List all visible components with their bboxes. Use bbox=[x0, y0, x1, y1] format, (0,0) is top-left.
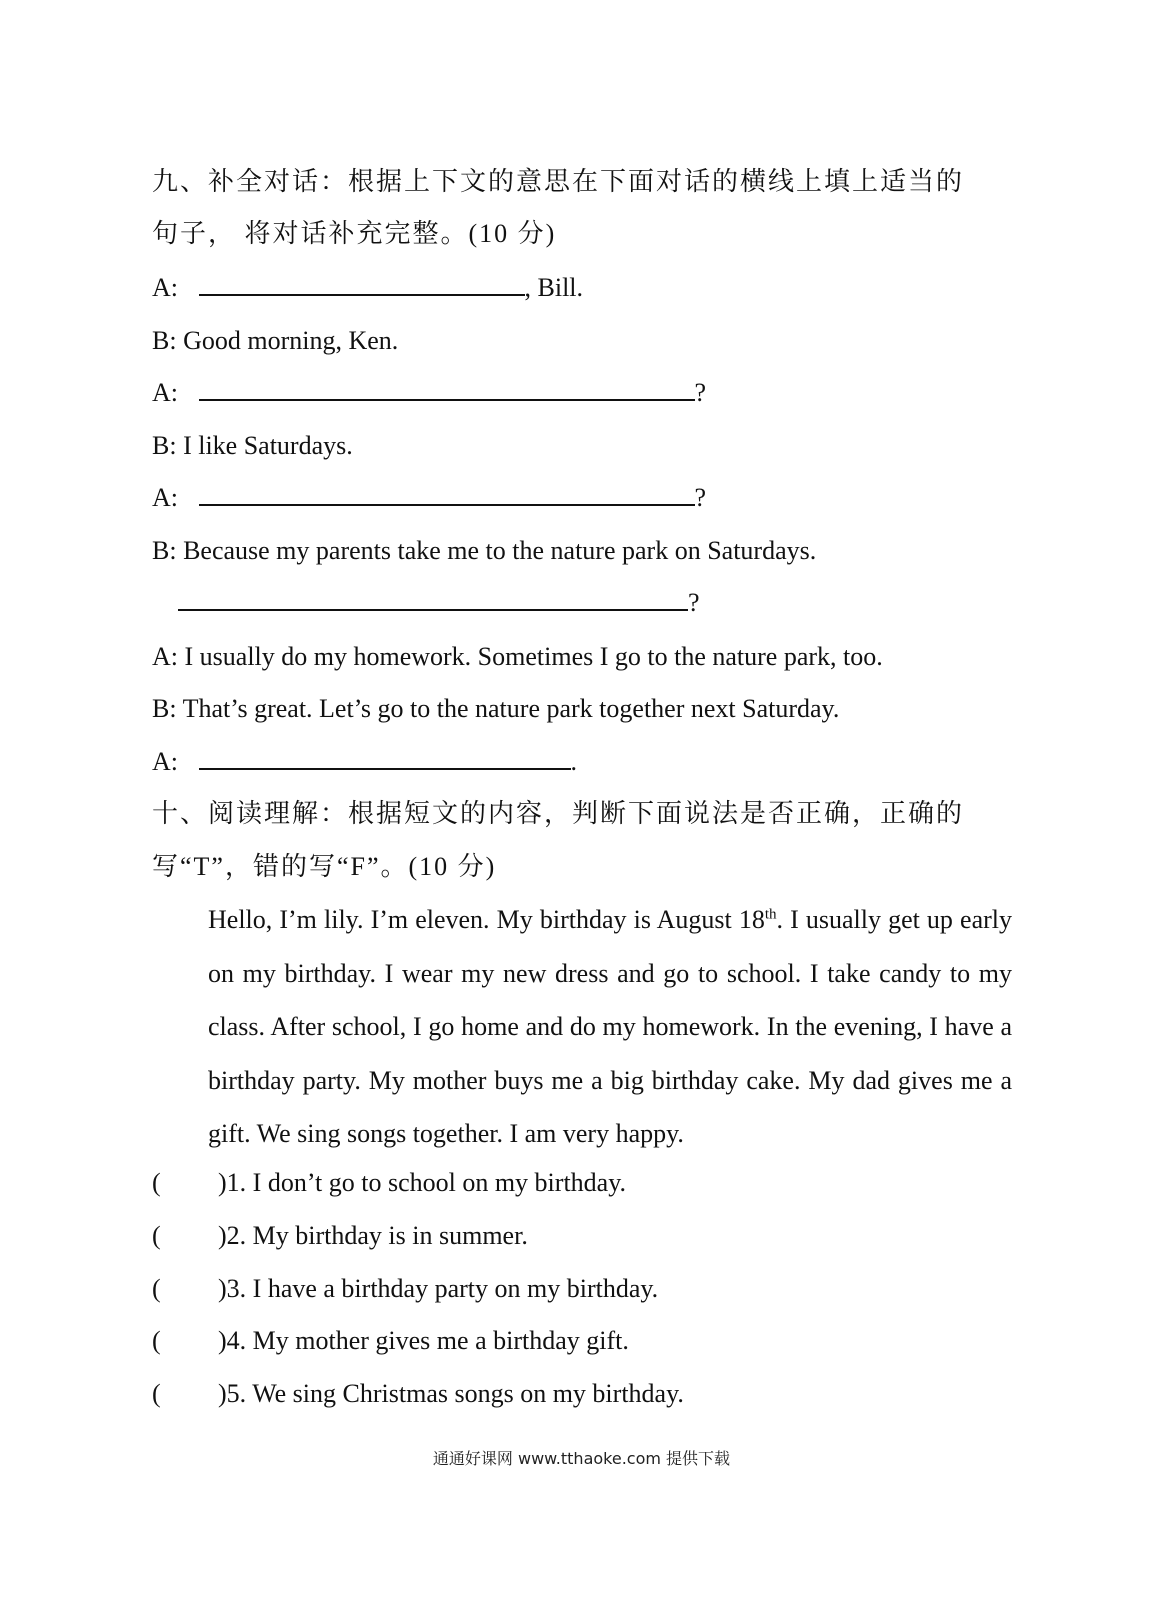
dialogue-line-5 bbox=[152, 478, 706, 518]
answer-blank-1[interactable] bbox=[199, 272, 525, 296]
passage-text-part2: . I usually get up early on my birthday. I wear my new dress and go to school. I take candy to my class. After school, I go home and do my homework. In the evening, I have a birthday party. My mother buys me a big birthday cake. My dad gives me a gift. We sing songs together. I am very happy. bbox=[208, 905, 1012, 1148]
dialogue-line-10 bbox=[152, 742, 577, 782]
dialogue-line-6: B: Because my parents take me to the nature park on Saturdays. bbox=[152, 536, 817, 565]
dialogue-line-3 bbox=[152, 373, 706, 413]
dialogue-line-7 bbox=[178, 583, 700, 623]
question-4 bbox=[152, 1321, 629, 1361]
question-text: )4. My mother gives me a birthday gift. bbox=[218, 1326, 629, 1355]
blank-suffix: ? bbox=[694, 378, 707, 407]
dialogue-line-8: A: I usually do my homework. Sometimes I go to the nature park, too. bbox=[152, 642, 883, 671]
question-text: )3. I have a birthday party on my birthday. bbox=[218, 1274, 659, 1303]
question-5 bbox=[152, 1374, 684, 1414]
answer-paren[interactable]: ( bbox=[152, 1221, 161, 1250]
section10-heading-line1: 十、阅读理解：根据短文的内容，判断下面说法是否正确，正确的 bbox=[152, 799, 965, 828]
answer-paren[interactable]: ( bbox=[152, 1168, 161, 1197]
dialogue-line-4: B: I like Saturdays. bbox=[152, 431, 353, 460]
reading-passage bbox=[152, 893, 1012, 1161]
answer-paren[interactable]: ( bbox=[152, 1274, 161, 1303]
answer-blank-3[interactable] bbox=[199, 482, 695, 506]
blank-suffix: . bbox=[570, 747, 577, 776]
blank-suffix: ? bbox=[688, 588, 700, 617]
speaker-label: A: bbox=[152, 273, 178, 302]
dialogue-line-2: B: Good morning, Ken. bbox=[152, 326, 399, 355]
answer-blank-2[interactable] bbox=[199, 377, 695, 401]
question-1 bbox=[152, 1163, 626, 1203]
dialogue-line-9: B: That’s great. Let’s go to the nature park together next Saturday. bbox=[152, 694, 840, 723]
passage-text-part1: Hello, I’m lily. I’m eleven. My birthday is August 18 bbox=[208, 905, 765, 934]
speaker-label: A: bbox=[152, 378, 178, 407]
answer-paren[interactable]: ( bbox=[152, 1326, 161, 1355]
speaker-label: A: bbox=[152, 483, 178, 512]
section9-heading-line2: 句子， 将对话补充完整。(10 分) bbox=[152, 219, 557, 248]
blank-suffix: , Bill. bbox=[524, 273, 584, 302]
dialogue-line-1 bbox=[152, 268, 583, 308]
answer-blank-5[interactable] bbox=[199, 746, 571, 770]
question-3 bbox=[152, 1269, 658, 1309]
passage-superscript: th bbox=[764, 906, 777, 923]
speaker-label: A: bbox=[152, 747, 178, 776]
page-footer: 通通好课网 www.tthaoke.com 提供下载 bbox=[432, 1449, 731, 1468]
question-text: )1. I don’t go to school on my birthday. bbox=[218, 1168, 627, 1197]
question-text: )2. My birthday is in summer. bbox=[218, 1221, 528, 1250]
blank-suffix: ? bbox=[694, 483, 707, 512]
section10-heading-line2: 写“T”，错的写“F”。(10 分) bbox=[152, 852, 497, 881]
answer-blank-4[interactable] bbox=[178, 587, 688, 611]
answer-paren[interactable]: ( bbox=[152, 1379, 161, 1408]
question-text: )5. We sing Christmas songs on my birthday. bbox=[218, 1379, 684, 1408]
question-2 bbox=[152, 1216, 528, 1256]
section9-heading-line1: 九、补全对话：根据上下文的意思在下面对话的横线上填上适当的 bbox=[152, 167, 965, 196]
